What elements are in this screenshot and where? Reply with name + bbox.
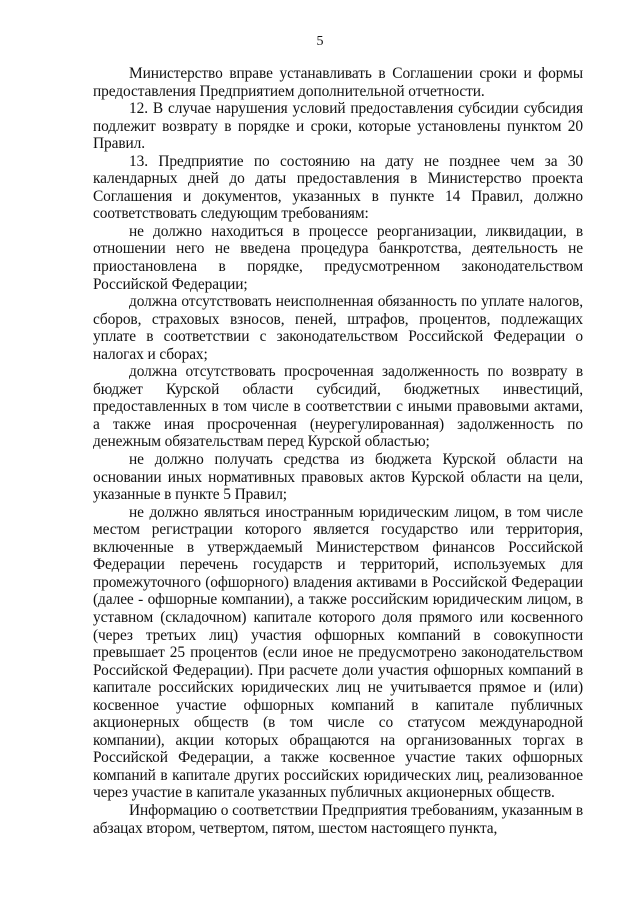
page-number: 5 [316, 34, 324, 49]
paragraph-requirement-no-tax-debt: должна отсутствовать неисполненная обязанность по уплате налогов, сборов, страховых взносов, пеней, штрафов, процентов, подлежащих уплате в соответствии с законодательством Российской Федерации о налогах и сборах; [93, 293, 583, 363]
document-body [93, 65, 583, 837]
paragraph-requirement-not-offshore: не должно являться иностранным юридическим лицом, в том числе местом регистрации которого является государство или территория, включенные в утверждаемый Министерством финансов Российской Федерации перечень государств и территорий, используемых для промежуточного (офшорного) владения активами в Российской Федерации (далее - офшорные компании), а также российским юридическим лицом, в уставном (складочном) капитале которого доля прямого или косвенного (через третьих лиц) участия офшорных компаний в совокупности превышает 25 процентов (если иное не предусмотрено законодательством Российской Федерации). При расчете доли участия офшорных компаний в капитале российских юридических лиц не учитывается прямое и (или) косвенное участие офшорных компаний в капитале публичных акционерных обществ (в том числе со статусом международной компании), акции которых обращаются на организованных торгах в Российской Федерации, а также косвенное участие таких офшорных компаний в капитале других российских юридических лиц, реализованное через участие в капитале указанных публичных акционерных обществ. [93, 503, 583, 802]
paragraph-requirement-no-budget-debt: должна отсутствовать просроченная задолженность по возврату в бюджет Курской области субсидий, бюджетных инвестиций, предоставленных в том числе в соответствии с иными правовыми актами, а также иная просроченная (неурегулированная) задолженность по денежным обязательствам перед Курской областью; [93, 363, 583, 451]
paragraph-item-13: 13. Предприятие по состоянию на дату не позднее чем за 30 календарных дней до даты предоставления в Министерство проекта Соглашения и документов, указанных в пункте 14 Правил, должно соответствовать следующим требованиям: [93, 152, 583, 223]
paragraph-compliance-information: Информацию о соответствии Предприятия требованиям, указанным в абзацах втором, четвертом, пятом, шестом настоящего пункта, [93, 801, 583, 837]
paragraph-requirement-no-reorganization: не должно находиться в процессе реорганизации, ликвидации, в отношении него не введена процедура банкротства, деятельность не приостановлена в порядке, предусмотренном законодательством Российской Федерации; [93, 222, 583, 293]
paragraph-ministry-reporting: Министерство вправе устанавливать в Соглашении сроки и формы предоставления Предприятием дополнительной отчетности. [93, 65, 583, 100]
paragraph-requirement-no-other-funding: не должно получать средства из бюджета Курской области на основании иных нормативных правовых актов Курской области на цели, указанные в пункте 5 Правил; [93, 451, 583, 504]
paragraph-item-12: 12. В случае нарушения условий предоставления субсидии субсидия подлежит возврату в порядке и сроки, которые установлены пунктом 20 Правил. [93, 100, 583, 153]
